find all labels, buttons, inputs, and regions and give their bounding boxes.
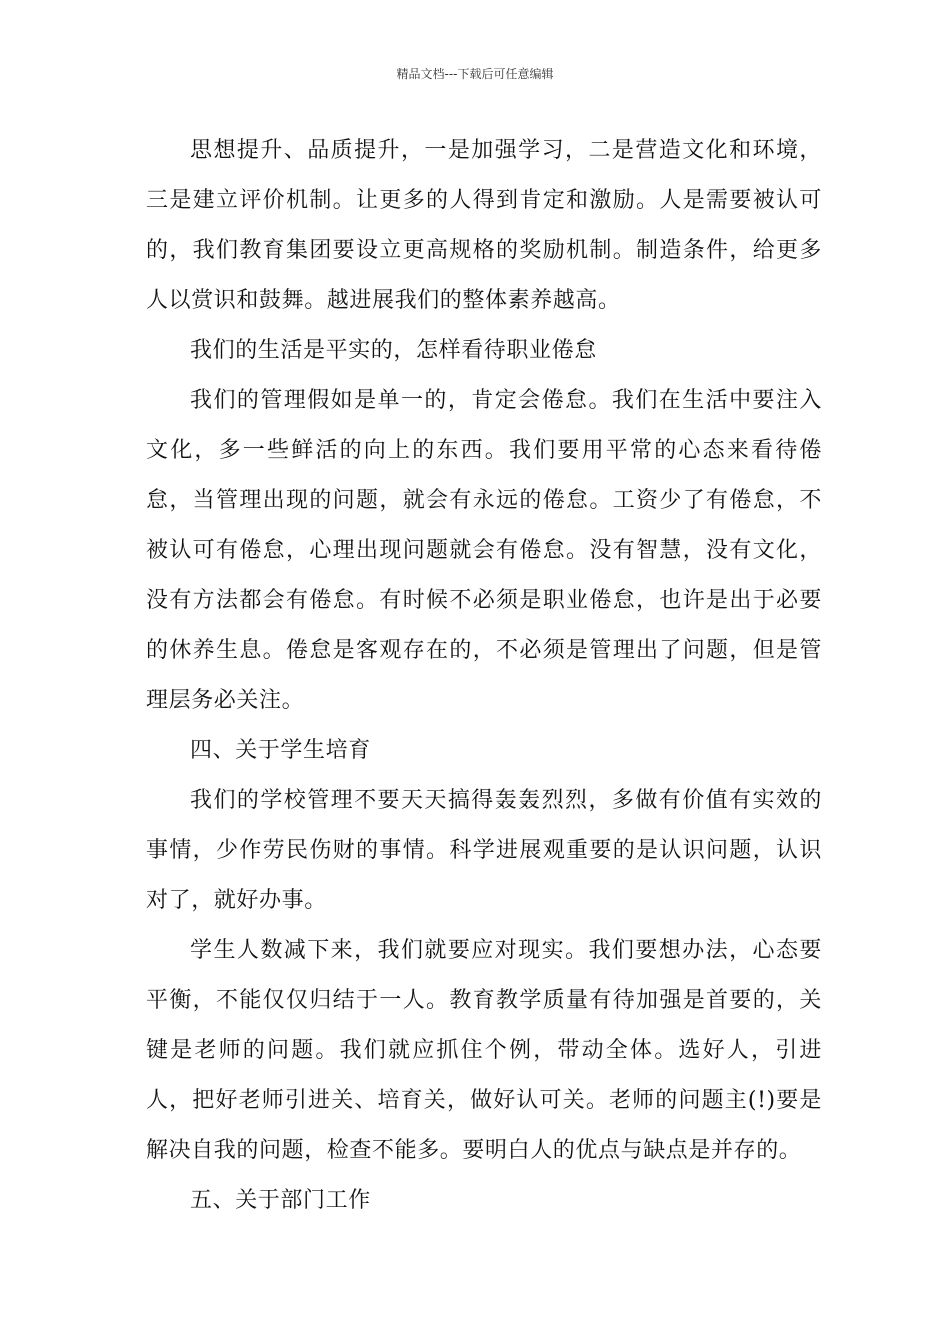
paragraph-burnout-management: 我们的管理假如是单一的，肯定会倦怠。我们在生活中要注入文化，多一些鲜活的向上的东西。我们要用平常的心态来看待倦怠，当管理出现的问题，就会有永远的倦怠。工资少了有倦怠，不被认可有倦怠，心理出现问题就会有倦怠。没有智慧，没有文化，没有方法都会有倦怠。有时候不必须是职业倦怠，也许是出于必要的休养生息。倦怠是客观存在的，不必须是管理出了问题，但是管理层务必关注。 — [146, 388, 822, 713]
paragraph-heading-job-burnout: 我们的生活是平实的，怎样看待职业倦怠 — [190, 338, 597, 363]
page-header: 精品文档---下载后可任意编辑 — [396, 67, 554, 81]
paragraph-student-numbers: 学生人数减下来，我们就要应对现实。我们要想办法，心态要平衡，不能仅仅归结于一人。教育教学质量有待加强是首要的，关键是老师的问题。我们就应抓住个例，带动全体。选好人，引进人，把好老师引进关、培育关，做好认可关。老师的问题主(!)要是解决自我的问题，检查不能多。要明白人的优点与缺点是并存的。 — [146, 938, 822, 1163]
document-body — [146, 126, 822, 1226]
section-heading-student-cultivation: 四、关于学生培育 — [190, 738, 371, 763]
paragraph-school-management: 我们的学校管理不要天天搞得轰轰烈烈，多做有价值有实效的事情，少作劳民伤财的事情。科学进展观重要的是认识问题，认识对了，就好办事。 — [146, 788, 822, 913]
paragraph-quality-improvement: 思想提升、品质提升，一是加强学习，二是营造文化和环境，三是建立评价机制。让更多的人得到肯定和激励。人是需要被认可的，我们教育集团要设立更高规格的奖励机制。制造条件，给更多人以赏识和鼓舞。越进展我们的整体素养越高。 — [146, 138, 822, 313]
section-heading-department-work: 五、关于部门工作 — [190, 1188, 371, 1213]
